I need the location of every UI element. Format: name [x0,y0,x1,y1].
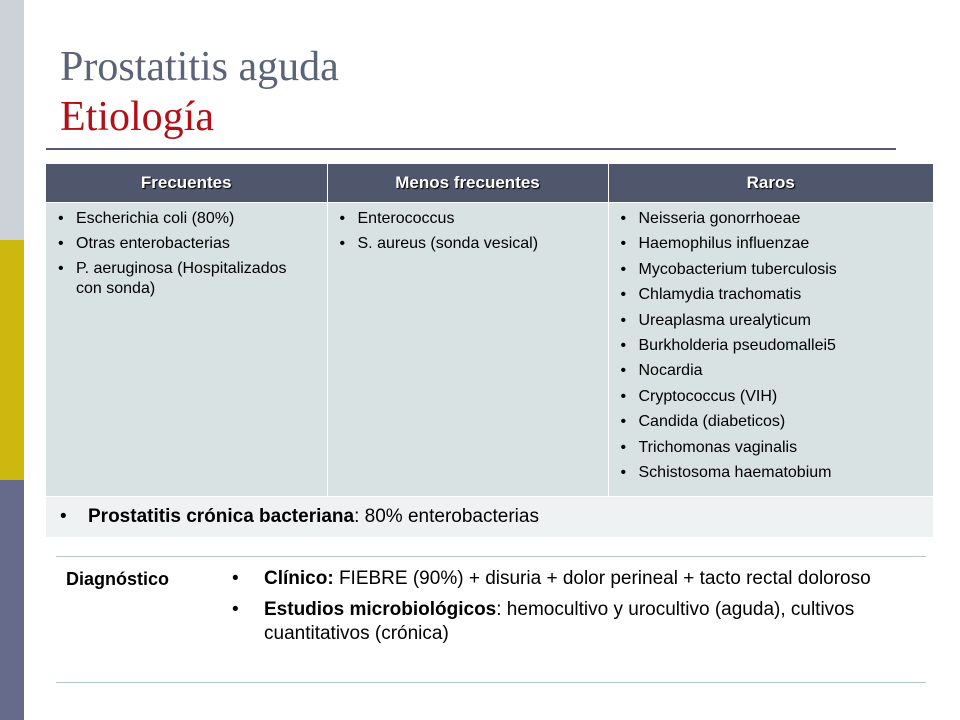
list-item [621,260,924,280]
list-item-text: Trichomonas vaginalis [638,438,798,456]
bullet: • [620,387,627,405]
side-strip-bottom [0,480,24,720]
bullet: • [620,336,627,354]
list-item-text: Ureaplasma urealyticum [638,311,812,329]
title-line-2: Etiología [60,94,214,140]
list-item-text: Neisseria gonorrhoeae [638,210,801,227]
list-item-text: Burkholderia pseudomallei5 [638,336,836,354]
list-item-text: Enterococcus [357,210,455,227]
list-item [621,361,924,381]
title-line-1: Prostatitis aguda [60,44,339,90]
bullet: • [58,260,64,277]
chronic-cell [46,497,933,537]
list-item [58,234,317,254]
list-item [621,412,924,432]
side-strip-middle [0,240,24,480]
list-frecuentes [58,209,317,299]
list-item-text: Otras enterobacterias [76,235,230,252]
list-item-text: Chlamydia trachomatis [638,286,802,304]
bullet: • [339,210,346,227]
list-raros [621,209,924,483]
diagnosis-item [230,567,910,592]
diagnosis-item [230,598,910,647]
title-divider [46,148,896,150]
list-item-text: P. aeruginosa (Hospitalizados con sonda) [76,260,287,297]
bullet: • [339,235,346,252]
table-row [46,203,933,497]
slide-title [60,40,339,144]
list-item-text: Haemophilus influenzae [638,235,810,253]
side-strip-top [0,0,24,240]
bullet: • [232,598,239,620]
list-item-text: Mycobacterium tuberculosis [638,260,837,278]
chronic-rest: : 80% enterobacterias [354,506,539,528]
bullet: • [60,506,67,528]
bullet: • [620,362,627,380]
diagnosis-item-bold: Estudios microbiológicos [264,598,497,620]
diagnosis-label: Diagnóstico [66,569,170,589]
list-item [58,209,317,229]
list-item [340,234,598,254]
bullet: • [620,463,627,481]
diagnosis-item-text: : hemocultivo y urocultivo (aguda), cultivos cuantitativos (crónica) [264,598,855,644]
list-item [58,259,317,299]
cell-raros [608,203,933,497]
diagnosis-item-text: FIEBRE (90%) + disuria + dolor perineal + tacto rectal doloroso [333,568,871,589]
bullet: • [620,210,627,227]
cell-frecuentes [46,203,327,497]
diagnosis-list [230,567,910,653]
list-item [621,209,924,229]
header-frecuentes: Frecuentes [46,164,327,203]
list-item [340,209,598,229]
bullet: • [232,568,239,589]
bullet: • [620,413,627,431]
table-header-row [46,164,933,203]
chronic-bold: Prostatitis crónica bacteriana [88,506,355,528]
diagnosis-item-bold: Clínico: [264,568,334,589]
cell-menos-frecuentes [327,203,608,497]
bullet: • [620,311,627,329]
list-item [621,234,924,254]
list-item-text: Candida (diabeticos) [638,413,786,431]
bullet: • [620,235,627,253]
bullet: • [620,286,627,304]
list-item [621,438,924,458]
list-item [621,387,924,407]
list-item-text: S. aureus (sonda vesical) [357,235,539,252]
table-row-chronic [46,497,933,537]
bullet: • [620,260,627,278]
list-item-text: Schistosoma haematobium [638,463,832,481]
header-raros: Raros [608,164,933,203]
list-item-text: Escherichia coli (80%) [76,210,235,227]
list-item [621,463,924,483]
diagnosis-section [56,556,926,683]
bullet: • [58,235,64,252]
list-item-text: Cryptococcus (VIH) [638,387,778,405]
list-item [621,285,924,305]
etiology-table [46,164,933,537]
bullet: • [620,438,627,456]
chronic-line [58,505,923,529]
list-item-text: Nocardia [638,362,703,380]
list-menos-frecuentes [340,209,598,254]
list-item [621,336,924,356]
bullet: • [58,210,64,227]
list-item [621,311,924,331]
header-menos-frecuentes: Menos frecuentes [327,164,608,203]
